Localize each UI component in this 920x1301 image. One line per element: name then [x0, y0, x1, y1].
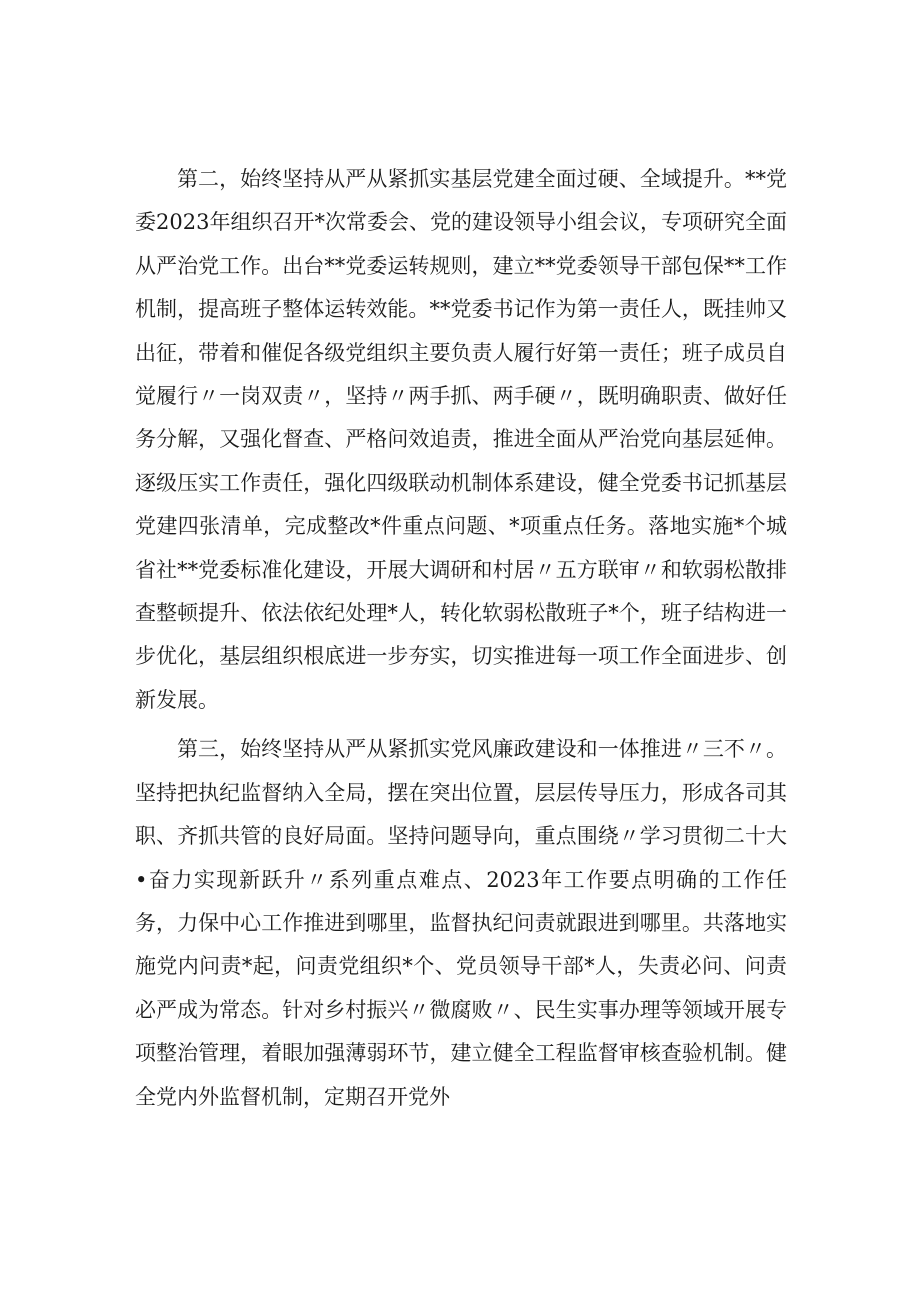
- paragraph-third-point: 第三，始终坚持从严从紧抓实党风廉政建设和一体推进〃三不〃。坚持把执纪监督纳入全局，摆在突出位置，层层传导压力，形成各司其职、齐抓共管的良好局面。坚持问题导向，重点围绕〃学习贯彻二十大•奋力实现新跃升〃系列重点难点、2023年工作要点明确的工作任务，力保中心工作推进到哪里，监督执纪问责就跟进到哪里。共落地实施党内问责*起，问责党组织*个、党员领导干部*人，失责必问、问责必严成为常态。针对乡村振兴〃微腐败〃、民生实事办理等领域开展专项整治管理，着眼加强薄弱环节，建立健全工程监督审核查验机制。健全党内外监督机制，定期召开党外: [135, 737, 787, 1109]
- document-body: [135, 158, 787, 1119]
- paragraph-second-point: 第二，始终坚持从严从紧抓实基层党建全面过硬、全域提升。**党委2023年组织召开*次常委会、党的建设领导小组会议，专项研究全面从严治党工作。出台**党委运转规则，建立**党委领导干部包保**工作机制，提高班子整体运转效能。**党委书记作为第一责任人，既挂帅又出征，带着和催促各级党组织主要负责人履行好第一责任；班子成员自觉履行〃一岗双责〃，坚持〃两手抓、两手硬〃，既明确职责、做好任务分解，又强化督查、严格问效追责，推进全面从严治党向基层延伸。逐级压实工作责任，强化四级联动机制体系建设，健全党委书记抓基层党建四张清单，完成整改*件重点问题、*项重点任务。落地实施*个城省社**党委标准化建设，开展大调研和村居〃五方联审〃和软弱松散排查整顿提升、依法依纪处理*人，转化软弱松散班子*个，班子结构进一步优化，基层组织根底进一步夯实，切实推进每一项工作全面进步、创新发展。: [135, 167, 787, 712]
